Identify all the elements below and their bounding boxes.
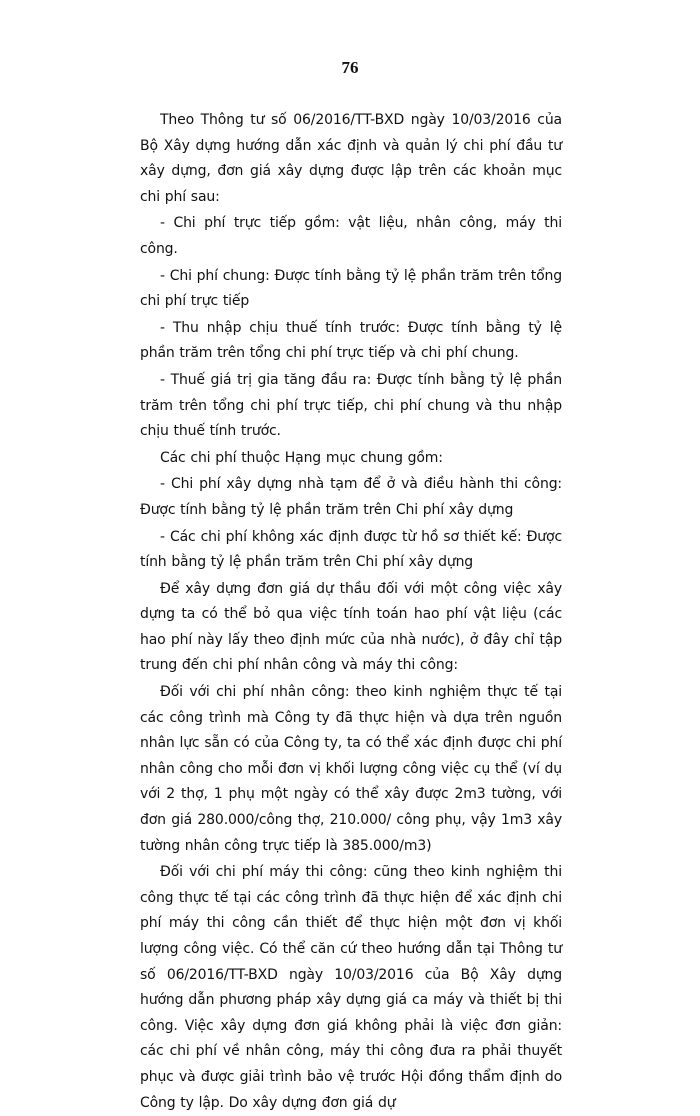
paragraph: - Thu nhập chịu thuế tính trước: Được tính bằng tỷ lệ phần trăm trên tổng chi phí trực tiếp và chi phí chung.	[140, 319, 562, 362]
paragraph: - Các chi phí không xác định được từ hồ sơ thiết kế: Được tính bằng tỷ lệ phần trăm trên Chi phí xây dựng	[140, 528, 562, 571]
paragraph: Đối với chi phí nhân công: theo kinh nghiệm thực tế tại các công trình mà Công ty đã thực hiện và dựa trên nguồn nhân lực sẵn có của Công ty, ta có thể xác định được chi phí nhân công cho mỗi đơn vị khối lượng công việc cụ thể (ví dụ với 2 thợ, 1 phụ một ngày có thể xây được 2m3 tường, với đơn giá 280.000/công thợ, 210.000/ công phụ, vậy 1m3 xây tường nhân công trực tiếp là 385.000/m3)	[140, 684, 562, 854]
paragraph: Đối với chi phí máy thi công: cũng theo kinh nghiệm thi công thực tế tại các công trình đã thực hiện để xác định chi phí máy thi công cần thiết để thực hiện một đơn vị khối lượng công việc. Có thể căn cứ theo hướng dẫn tại Thông tư số 06/2016/TT-BXD ngày 10/03/2016 của Bộ Xây dựng hướng dẫn phương pháp xây dựng giá ca máy và thiết bị thi công. Việc xây dựng đơn giá không phải là việc đơn giản: các chi phí về nhân công, máy thi công đưa ra phải thuyết phục và được giải trình bảo vệ trước Hội đồng thẩm định do Công ty lập. Do xây dựng đơn giá dự	[140, 864, 562, 1111]
paragraph: Theo Thông tư số 06/2016/TT-BXD ngày 10/03/2016 của Bộ Xây dựng hướng dẫn xác định và quản lý chi phí đầu tư xây dựng, đơn giá xây dựng được lập trên các khoản mục chi phí sau:	[140, 112, 562, 205]
page-number: 76	[341, 58, 359, 77]
paragraph: Để xây dựng đơn giá dự thầu đối với một công việc xây dựng ta có thể bỏ qua việc tính toán hao phí vật liệu (các hao phí này lấy theo định mức của nhà nước), ở đây chỉ tập trung đến chi phí nhân công và máy thi công:	[140, 580, 562, 674]
paragraph: - Chi phí xây dựng nhà tạm để ở và điều hành thi công: Được tính bằng tỷ lệ phần trăm trên Chi phí xây dựng	[140, 476, 562, 518]
paragraph: - Thuế giá trị gia tăng đầu ra: Được tính bằng tỷ lệ phần trăm trên tổng chi phí trực tiếp, chi phí chung và thu nhập chịu thuế tính trước.	[140, 371, 562, 440]
body-text	[140, 108, 562, 1116]
paragraph: - Chi phí chung: Được tính bằng tỷ lệ phần trăm trên tổng chi phí trực tiếp	[140, 267, 562, 310]
paragraph: - Chi phí trực tiếp gồm: vật liệu, nhân công, máy thi công.	[140, 215, 562, 257]
paragraph: Các chi phí thuộc Hạng mục chung gồm:	[160, 449, 443, 466]
